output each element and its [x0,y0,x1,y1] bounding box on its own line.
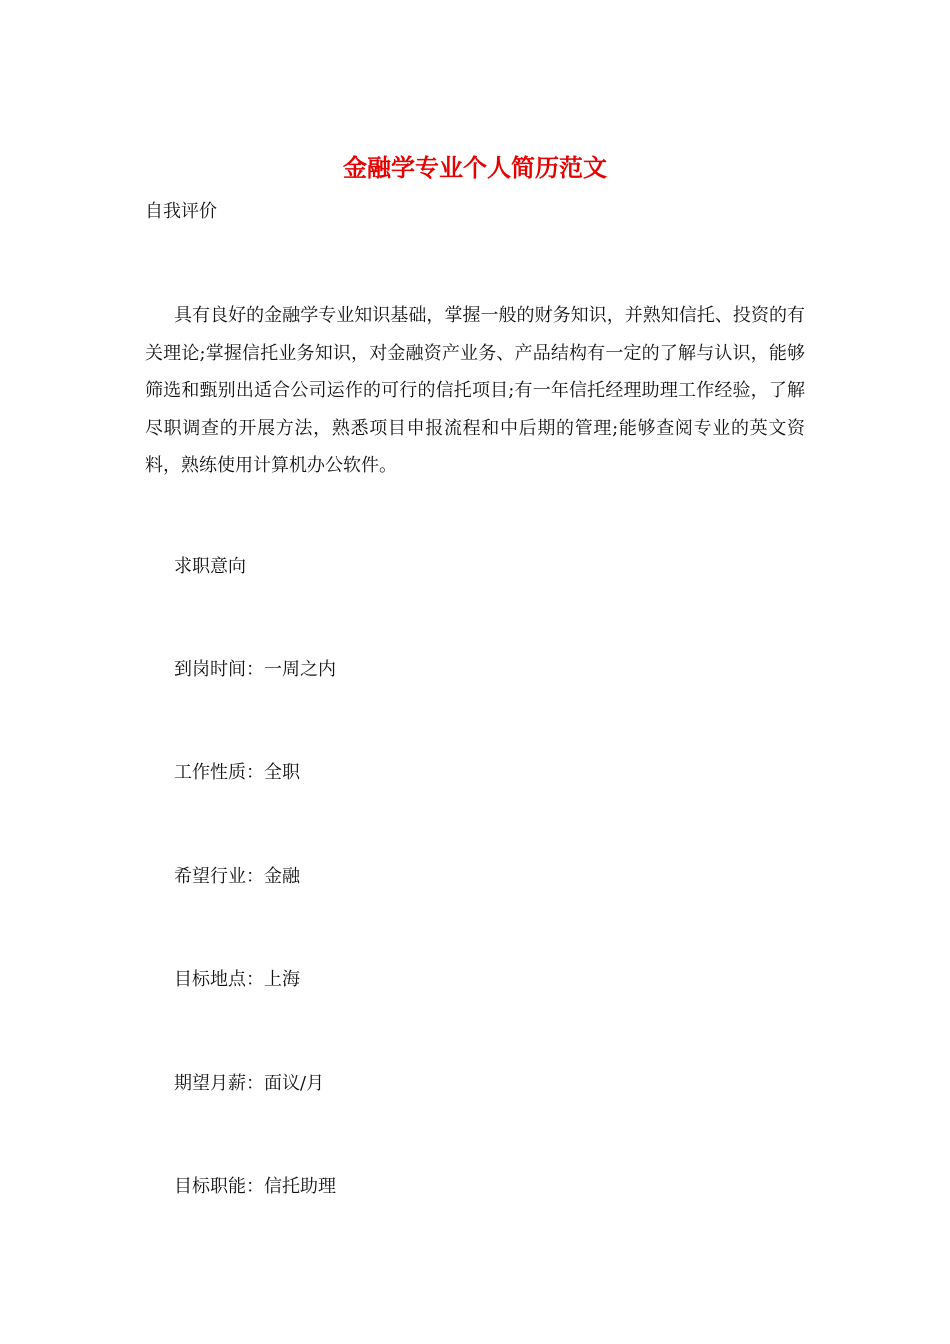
document-title: 金融学专业个人简历范文 [343,153,607,182]
job-type-row: 工作性质：全职 [174,762,300,783]
target-function-row: 目标职能：信托助理 [174,1176,336,1197]
target-location-row: 目标地点：上海 [174,969,300,990]
arrival-time-row: 到岗时间：一周之内 [174,659,336,680]
desired-industry-row: 希望行业：金融 [174,866,300,887]
expected-salary-row: 期望月薪：面议/月 [174,1073,325,1094]
job-intention-heading: 求职意向 [174,556,246,577]
self-evaluation-heading: 自我评价 [145,201,217,222]
self-evaluation-paragraph: 具有良好的金融学专业知识基础，掌握一般的财务知识，并熟知信托、投资的有关理论;掌握信托业务知识，对金融资产业务、产品结构有一定的了解与认识，能够筛选和甄别出适合公司运作的可行的信托项目;有一年信托经理助理工作经验，了解尽职调查的开展方法，熟悉项目申报流程和中后期的管理;能够查阅专业的英文资料，熟练使用计算机办公软件。 [145,305,805,476]
